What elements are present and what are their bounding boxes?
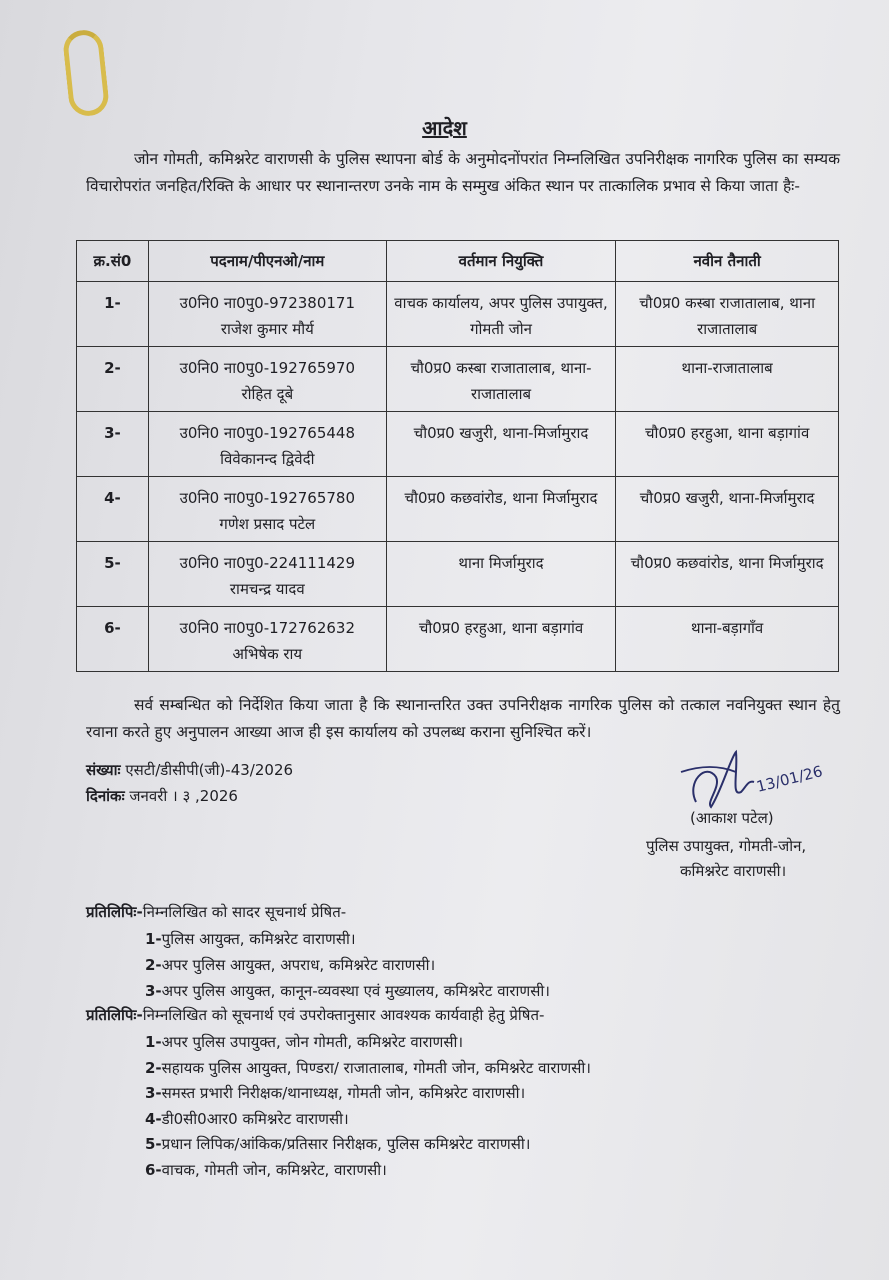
- row-officer: [148, 542, 386, 607]
- header-new-posting: नवीन तैनाती: [616, 241, 839, 282]
- table-row: [77, 282, 839, 347]
- order-title: आदेश: [422, 116, 467, 140]
- row-officer: [148, 282, 386, 347]
- row-new-posting: थाना-बड़ागाँव: [616, 607, 839, 672]
- header-current-posting: वर्तमान नियुक्ति: [386, 241, 615, 282]
- table-header-row: [77, 241, 839, 282]
- list-item: [145, 1160, 387, 1180]
- table-row: [77, 607, 839, 672]
- list-item: [145, 929, 356, 949]
- list-item: [145, 1083, 525, 1103]
- header-name: पदनाम/पीएनओ/नाम: [148, 241, 386, 282]
- table-row: [77, 412, 839, 477]
- list-item: [145, 955, 435, 975]
- reference-number: [86, 760, 293, 780]
- cc-heading-1: [86, 902, 346, 922]
- list-item-number: 1-: [145, 1033, 162, 1051]
- row-officer-name: गणेश प्रसाद पटेल: [219, 515, 316, 533]
- list-item-text: समस्त प्रभारी निरीक्षक/थानाध्यक्ष, गोमती जोन, कमिश्नरेट वाराणसी।: [161, 1084, 526, 1102]
- row-pno: उ0नि0 ना0पु0-172762632: [179, 619, 356, 637]
- list-item-text: अपर पुलिस उपायुक्त, जोन गोमती, कमिश्नरेट वाराणसी।: [161, 1033, 464, 1051]
- row-new-posting: थाना-राजातालाब: [616, 347, 839, 412]
- signatory-designation: पुलिस उपायुक्त, गोमती-जोन,: [646, 837, 807, 855]
- table-row: [77, 477, 839, 542]
- row-pno: उ0नि0 ना0पु0-224111429: [179, 554, 356, 572]
- signatory-name: (आकाश पटेल): [690, 809, 774, 827]
- list-item-text: अपर पुलिस आयुक्त, कानून-व्यवस्था एवं मुख्यालय, कमिश्नरेट वाराणसी।: [161, 982, 550, 1000]
- transfer-table: [76, 240, 839, 672]
- row-officer-name: राजेश कुमार मौर्य: [220, 320, 314, 338]
- list-item: [145, 1109, 349, 1129]
- row-officer: [148, 412, 386, 477]
- signature-date-handwriting: 13/01/26: [754, 762, 825, 796]
- order-date: [86, 786, 238, 806]
- header-serial: क्र.सं0: [77, 241, 149, 282]
- list-item-text: सहायक पुलिस आयुक्त, पिण्डरा/ राजातालाब, गोमती जोन, कमिश्नरेट वाराणसी।: [161, 1059, 591, 1077]
- row-serial: 1-: [77, 282, 149, 347]
- row-serial: 2-: [77, 347, 149, 412]
- row-serial: 5-: [77, 542, 149, 607]
- list-item: [145, 1032, 463, 1052]
- row-officer: [148, 347, 386, 412]
- list-item-text: डी0सी0आर0 कमिश्नरेट वाराणसी।: [161, 1110, 349, 1128]
- list-item-number: 1-: [145, 930, 162, 948]
- list-item-text: पुलिस आयुक्त, कमिश्नरेट वाराणसी।: [161, 930, 356, 948]
- row-new-posting: चौ0प्र0 हरहुआ, थाना बड़ागांव: [616, 412, 839, 477]
- list-item-number: 3-: [145, 1084, 162, 1102]
- list-item: [145, 981, 550, 1001]
- row-officer-name: रामचन्द्र यादव: [229, 580, 305, 598]
- table-row: [77, 347, 839, 412]
- closing-paragraph: सर्व सम्बन्धित को निर्देशित किया जाता है कि स्थानान्तरित उक्त उपनिरीक्षक नागरिक पुलिस को तत्काल नवनियुक्त स्थान हेतु रवाना करते हुए अनुपालन आख्या आज ही इस कार्यालय को उपलब्ध कराना सुनिश्चित करें।: [86, 696, 840, 741]
- row-current-posting: थाना मिर्जामुराद: [386, 542, 615, 607]
- row-officer-name: विवेकानन्द द्विवेदी: [220, 450, 315, 468]
- list-item-number: 2-: [145, 956, 162, 974]
- cc-heading-2: [86, 1005, 544, 1025]
- row-new-posting: चौ0प्र0 खजुरी, थाना-मिर्जामुराद: [616, 477, 839, 542]
- paper-clip-icon: [62, 28, 111, 118]
- row-current-posting: वाचक कार्यालय, अपर पुलिस उपायुक्त, गोमती जोन: [386, 282, 615, 347]
- date-label: दिनांकः: [86, 787, 125, 805]
- list-item-text: वाचक, गोमती जोन, कमिश्नरेट, वाराणसी।: [161, 1161, 387, 1179]
- row-pno: उ0नि0 ना0पु0-972380171: [179, 294, 356, 312]
- list-item-number: 2-: [145, 1059, 162, 1077]
- reference-value: एसटी/डीसीपी(जी)-43/2026: [125, 761, 294, 779]
- row-serial: 6-: [77, 607, 149, 672]
- list-item-number: 5-: [145, 1135, 162, 1153]
- cc-label: प्रतिलिपिः-: [86, 903, 143, 921]
- cc-text: निम्नलिखित को सूचनार्थ एवं उपरोक्तानुसार आवश्यक कार्यवाही हेतु प्रेषित-: [142, 1006, 545, 1024]
- row-serial: 4-: [77, 477, 149, 542]
- list-item-text: अपर पुलिस आयुक्त, अपराध, कमिश्नरेट वाराणसी।: [161, 956, 436, 974]
- list-item: [145, 1058, 591, 1078]
- row-current-posting: चौ0प्र0 खजुरी, थाना-मिर्जामुराद: [386, 412, 615, 477]
- list-item-number: 4-: [145, 1110, 162, 1128]
- row-officer-name: अभिषेक राय: [232, 645, 303, 663]
- cc-text: निम्नलिखित को सादर सूचनार्थ प्रेषित-: [142, 903, 347, 921]
- row-officer: [148, 607, 386, 672]
- list-item: [145, 1134, 530, 1154]
- row-current-posting: चौ0प्र0 हरहुआ, थाना बड़ागांव: [386, 607, 615, 672]
- intro-paragraph: जोन गोमती, कमिश्नरेट वाराणसी के पुलिस स्थापना बोर्ड के अनुमोदनोंपरांत निम्नलिखित उपनिरीक्षक नागरिक पुलिस का सम्यक विचारोपरांत जनहित/रिक्ति के आधार पर स्थानान्तरण उनके नाम के सम्मुख अंकित स्थान पर तात्कालिक प्रभाव से किया जाता हैः-: [86, 150, 840, 195]
- list-item-number: 6-: [145, 1161, 162, 1179]
- row-officer: [148, 477, 386, 542]
- date-value: जनवरी । ३ ,2026: [129, 787, 238, 805]
- cc-label: प्रतिलिपिः-: [86, 1006, 143, 1024]
- row-new-posting: चौ0प्र0 कस्बा राजातालाब, थाना राजातालाब: [616, 282, 839, 347]
- signatory-place: कमिश्नरेट वाराणसी।: [680, 862, 787, 880]
- row-pno: उ0नि0 ना0पु0-192765970: [179, 359, 356, 377]
- list-item-text: प्रधान लिपिक/आंकिक/प्रतिसार निरीक्षक, पुलिस कमिश्नरेट वाराणसी।: [161, 1135, 531, 1153]
- row-pno: उ0नि0 ना0पु0-192765448: [179, 424, 356, 442]
- list-item-number: 3-: [145, 982, 162, 1000]
- row-new-posting: चौ0प्र0 कछवांरोड, थाना मिर्जामुराद: [616, 542, 839, 607]
- row-current-posting: चौ0प्र0 कछवांरोड, थाना मिर्जामुराद: [386, 477, 615, 542]
- row-serial: 3-: [77, 412, 149, 477]
- row-officer-name: रोहित दूबे: [241, 385, 294, 403]
- row-current-posting: चौ0प्र0 कस्बा राजातालाब, थाना-राजातालाब: [386, 347, 615, 412]
- table-row: [77, 542, 839, 607]
- reference-label: संख्याः: [86, 761, 121, 779]
- row-pno: उ0नि0 ना0पु0-192765780: [179, 489, 356, 507]
